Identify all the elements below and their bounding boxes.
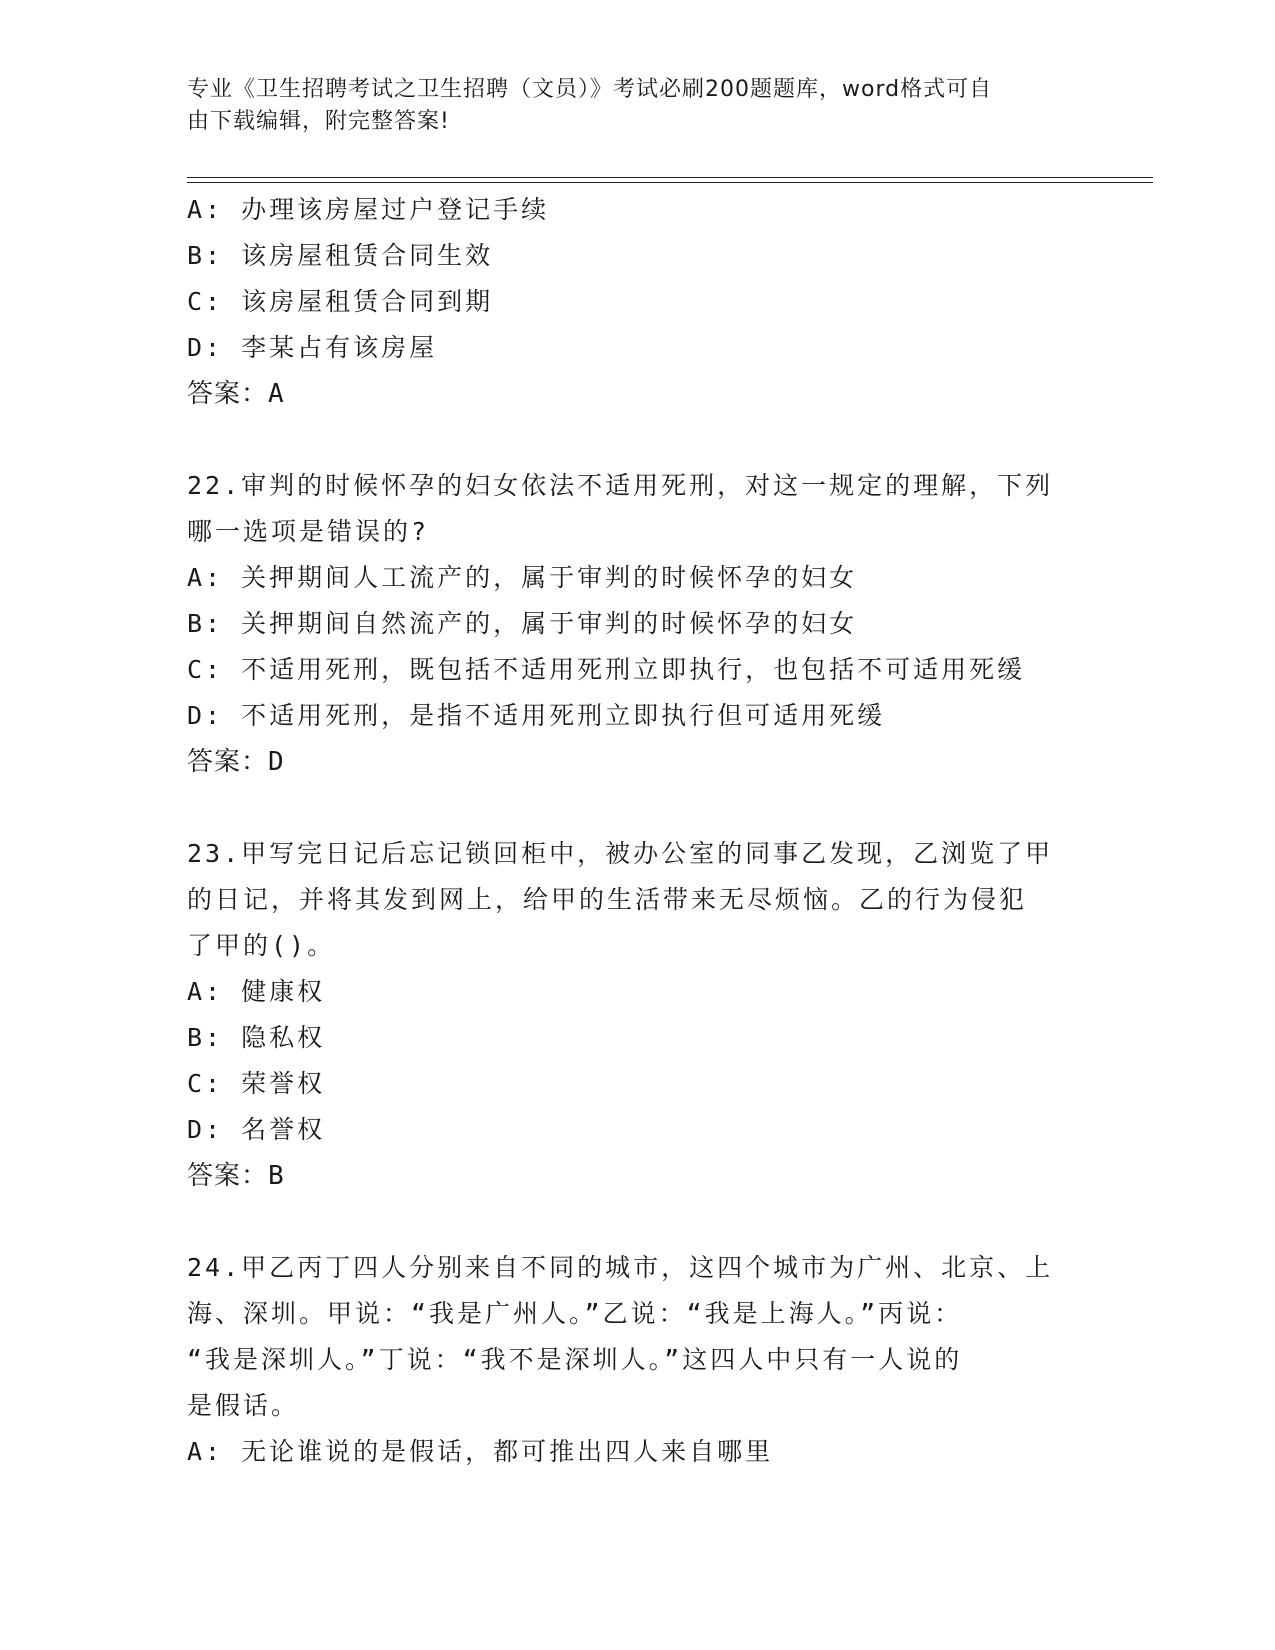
header-divider-top [187,177,1153,178]
header-line-1: 专业《卫生招聘考试之卫生招聘（文员）》考试必刷200题题库，word格式可自 [187,77,993,102]
question-stem-line: 24.甲乙丙丁四人分别来自不同的城市，这四个城市为广州、北京、上 [187,1253,1054,1282]
question-stem-line: 哪一选项是错误的? [187,517,430,546]
option-b: B: 隐私权 [187,1023,326,1052]
option-a: A: 关押期间人工流产的，属于审判的时候怀孕的妇女 [187,563,858,592]
answer-line [187,371,1087,417]
option-a: A: 无论谁说的是假话，都可推出四人来自哪里 [187,1437,774,1466]
answer-line [187,1153,1087,1199]
question-stem-line: 23.甲写完日记后忘记锁回柜中，被办公室的同事乙发现，乙浏览了甲 [187,839,1054,868]
answer-line [187,739,1087,785]
question-stem-line: 了甲的()。 [187,931,336,960]
option-d: D: 李某占有该房屋 [187,333,438,362]
question-23 [187,831,1087,1199]
answer-label: 答案： [187,379,269,409]
header-line-2: 由下载编辑，附完整答案! [187,109,450,134]
question-stem-line: 22.审判的时候怀孕的妇女依法不适用死刑，对这一规定的理解，下列 [187,471,1054,500]
option-c: C: 荣誉权 [187,1069,326,1098]
option-a: A: 办理该房屋过户登记手续 [187,195,550,224]
option-d: D: 名誉权 [187,1115,326,1144]
question-22 [187,463,1087,785]
question-21 [187,187,1087,417]
answer-value: A [268,379,285,409]
question-content [187,187,1087,1475]
answer-value: B [268,1161,285,1191]
question-stem-line: 海、深圳。甲说：“我是广州人。”乙说：“我是上海人。”丙说： [187,1299,963,1328]
option-a: A: 健康权 [187,977,326,1006]
document-header [187,74,1067,138]
question-24 [187,1245,1087,1475]
option-c: C: 该房屋租赁合同到期 [187,287,494,316]
option-b: B: 关押期间自然流产的，属于审判的时候怀孕的妇女 [187,609,858,638]
question-stem-line: 是假话。 [187,1391,300,1420]
question-stem-line: 的日记，并将其发到网上，给甲的生活带来无尽烦恼。乙的行为侵犯 [187,885,1028,914]
answer-label: 答案： [187,1161,269,1191]
header-divider-bottom [187,182,1153,183]
question-stem-line: “我是深圳人。”丁说：“我不是深圳人。”这四人中只有一人说的 [187,1345,963,1374]
option-b: B: 该房屋租赁合同生效 [187,241,494,270]
answer-label: 答案： [187,747,269,777]
answer-value: D [268,747,285,777]
option-c: C: 不适用死刑，既包括不适用死刑立即执行，也包括不可适用死缓 [187,655,1026,684]
option-d: D: 不适用死刑，是指不适用死刑立即执行但可适用死缓 [187,701,886,730]
